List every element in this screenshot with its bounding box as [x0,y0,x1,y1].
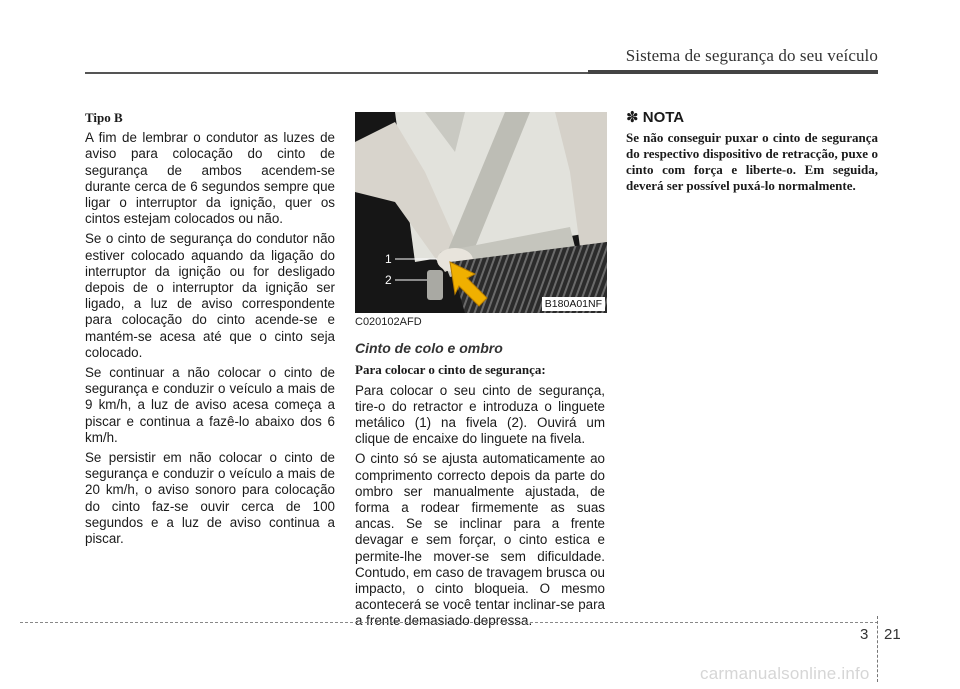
paragraph: Se persistir em não colocar o cinto de segurança e conduzir o veículo a mais de 20 km/h, o aviso sonoro para colocação do cinto faz-se ouvir cerca de 100 segundos e a luz de aviso continua a piscar. [85,450,335,547]
paragraph: A fim de lembrar o condutor as luzes de aviso para colocação do cinto de segurança de ambos acendem-se durante cerca de 6 segundos sempre que ligar o interruptor da ignição, quer os cintos estejam colocados ou não. [85,130,335,227]
header-rule-accent [588,70,878,74]
nota-title: NOTA [642,109,685,126]
nota-heading [626,110,878,126]
asterisk-icon: ✽ [626,109,639,126]
section-code: C020102AFD [355,316,422,328]
callout-2: 2 [385,273,392,287]
page-separator [877,616,878,682]
watermark: carmanualsonline.info [700,664,870,683]
paragraph: O cinto só se ajusta automaticamente ao comprimento correcto depois da parte do ombro ser manualmente ajustada, de forma a rodear firmemente as suas ancas. Se se inclinar para a frente devagar e sem forçar, o cinto estica e permite-lhe mover-se sem dificuldade. Contudo, em caso de travagem brusca ou impacto, o cinto bloqueia. O mesmo acontecerá se você tentar inclinar-se para a frente demasiado depressa. [355,451,605,629]
page-number: 21 [884,626,901,643]
chapter-number: 3 [860,626,869,643]
callout-1: 1 [385,252,392,266]
column-middle [355,314,605,634]
paragraph: Para colocar o seu cinto de segurança, tire-o do retractor e introduza o linguete metálico (1) na fivela (2). Ouvirá um clique de encaixe do linguete na fivela. [355,382,605,447]
section-title: Sistema de segurança do seu veículo [625,46,878,65]
type-heading: Tipo B [85,110,123,125]
seatbelt-illustration [355,112,607,313]
seatbelt-photo-drawing [355,112,607,313]
paragraph: Se continuar a não colocar o cinto de segurança e conduzir o veículo a mais de 9 km/h, a luz de aviso acesa começa a piscar e continua a fazê-lo abaixo dos 6 km/h. [85,365,335,445]
subheading: Cinto de colo e ombro [355,340,503,357]
column-right [626,110,878,198]
instruction-heading: Para colocar o cinto de segurança: [355,362,546,378]
column-left [85,110,335,551]
footer-rule [20,622,878,623]
paragraph: Se o cinto de segurança do condutor não estiver colocado aquando da ligação do interruptor da ignição ou for desligado depois de o interruptor da ignição ser ligado, a luz de aviso correspondente para colocação do cinto acende-se e mantém-se acesa até que o cinto seja colocado. [85,231,335,360]
figure-code: B180A01NF [542,297,605,311]
nota-body: Se não conseguir puxar o cinto de segurança do respectivo dispositivo de retracção, puxe o cinto com força e liberte-o. Em seguida, deverá ser possível puxá-lo normalmente. [626,130,878,194]
